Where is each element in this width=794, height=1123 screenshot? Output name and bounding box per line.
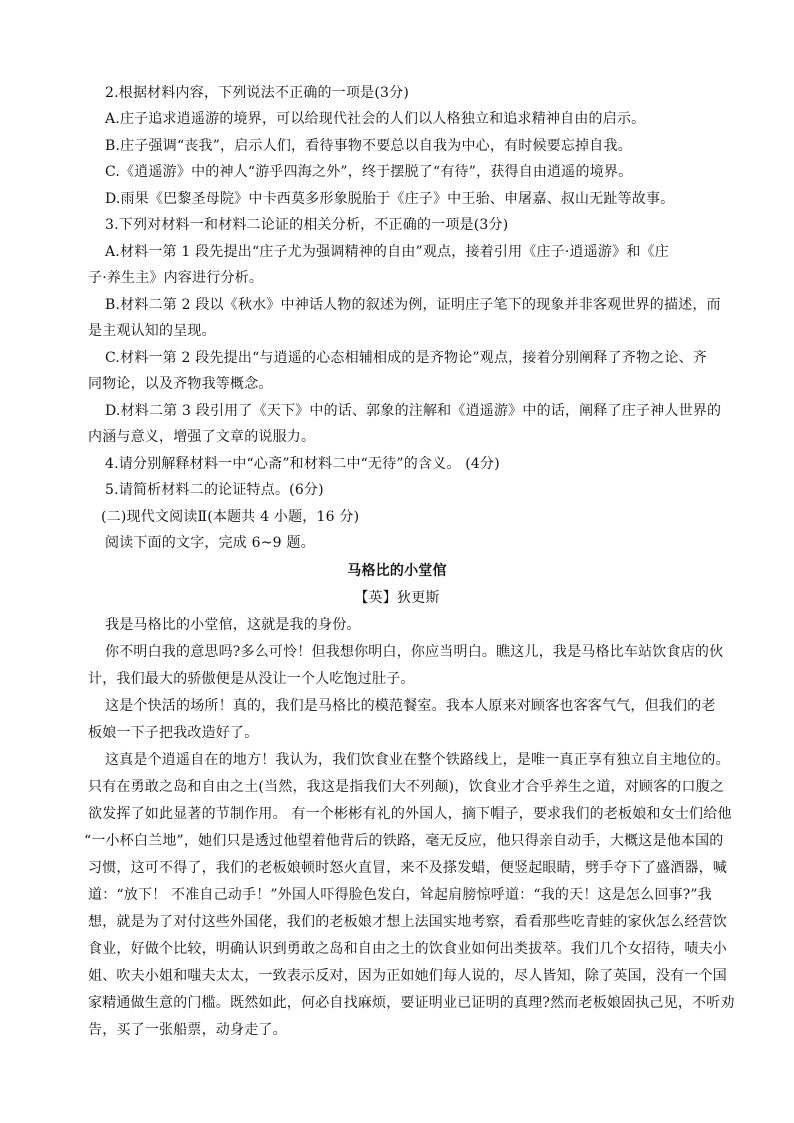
article-paragraph-4-line-9: 姐、吹夫小姐和嗤夫太太，一致表示反对，因为正如她们每人说的，尽人皆知，除了英国，没有一个国 xyxy=(88,968,727,984)
question-2-stem: 2.根据材料内容，下列说法不正确的一项是(3分) xyxy=(105,85,409,101)
question-5: 5.请简析材料二的论证特点。(6分) xyxy=(105,482,324,498)
article-paragraph-4-line-7: 想，就是为了对付这些外国佬，我们的老板娘才想上法国实地考察，看看那些吃青蛙的家伙怎么经营饮 xyxy=(88,914,727,930)
article-paragraph-4-line-4: “一小杯白兰地”，她们只是透过他望着他背后的铁路，毫无反应，他只得亲自动手，大概这是他本国的 xyxy=(84,833,724,849)
article-paragraph-1: 我是马格比的小堂倌，这就是我的身份。 xyxy=(105,617,361,633)
question-3-option-a-cont: 子·养生主》内容进行分析。 xyxy=(88,270,264,286)
article-paragraph-3: 这是个快活的场所！真的，我们是马格比的模范餐室。我本人原来对顾客也客客气气，但我们的老 xyxy=(105,698,716,714)
article-paragraph-2: 你不明白我的意思吗?多么可怜！但我想你明白，你应当明白。瞧这儿，我是马格比车站饮食店的伙 xyxy=(105,644,724,660)
question-3-option-b-cont: 是主观认知的呈现。 xyxy=(88,323,216,339)
article-paragraph-4-line-2: 只有在勇敢之岛和自由之土(当然，我这是指我们大不列颠)，饮食业才合乎养生之道，对顾客的口腹之 xyxy=(88,779,725,795)
question-3-stem: 3.下列对材料一和材料二论证的相关分析，不正确的一项是(3分) xyxy=(105,217,509,233)
question-2-option-d: D.雨果《巴黎圣母院》中卡西莫多形象脱胎于《庄子》中王骀、申屠嘉、叔山无趾等故事。 xyxy=(105,191,675,207)
article-paragraph-4-line-3: 欲发挥了如此显著的节制作用。 有一个彬彬有礼的外国人，摘下帽子，要求我们的老板娘和女士们给他 xyxy=(88,806,732,822)
article-paragraph-4-line-11: 告，买了一张船票，动身走了。 xyxy=(88,1022,287,1038)
instruction: 阅读下面的文字，完成 6~9 题。 xyxy=(105,535,315,551)
question-3-option-c-cont: 同物论，以及齐物我等概念。 xyxy=(88,376,273,392)
question-2-option-b: B.庄子强调“丧我”，启示人们，看待事物不要总以自我为中心，有时候要忘掉自我。 xyxy=(105,138,632,154)
article-paragraph-3-cont: 板娘一下子把我改造好了。 xyxy=(88,725,259,741)
question-3-option-d-cont: 内涵与意义，增强了文章的说服力。 xyxy=(88,429,316,445)
question-3-option-d: D.材料二第 3 段引用了《天下》中的话、郭象的注解和《逍遥游》中的话，阐释了庄子神人世界的 xyxy=(105,403,722,419)
question-3-option-c: C.材料一第 2 段先提出“与逍遥的心态相辅相成的是齐物论”观点，接着分别阐释了齐物之论、齐 xyxy=(105,350,707,366)
question-3-option-b: B.材料二第 2 段以《秋水》中神话人物的叙述为例，证明庄子笔下的现象并非客观世界的描述，而 xyxy=(105,297,721,313)
article-paragraph-4-line-10: 家精通做生意的门槛。既然如此，何必自找麻烦，要证明业已证明的真理?然而老板娘固执己见，不听劝 xyxy=(88,995,735,1011)
question-2-option-a: A.庄子追求逍遥游的境界，可以给现代社会的人们以人格独立和追求精神自由的启示。 xyxy=(105,111,646,127)
article-paragraph-4-line-5: 习惯，这可不得了，我们的老板娘顿时怒火直冒，来不及搽发蜡，便竖起眼睛，劈手夺下了盛酒器，喊 xyxy=(88,860,727,876)
article-paragraph-4-line-8: 食业，好做个比较，明确认识到勇敢之岛和自由之土的饮食业如何出类拔萃。我们几个女招待，啧夫小 xyxy=(88,941,727,957)
question-4: 4.请分别解释材料一中“心斋”和材料二中“无待”的含义。 (4分) xyxy=(105,456,500,472)
section-heading: (二)现代文阅读Ⅱ(本题共 4 小题，16 分) xyxy=(101,509,360,525)
article-paragraph-4-line-6: 道：“放下！ 不准自己动手！”外国人吓得脸色发白，耸起肩膀惊呼道：“我的天！这是怎么回事?”我 xyxy=(88,887,712,903)
article-title: 马格比的小堂倌 xyxy=(347,563,447,579)
question-2-option-c: C.《逍遥游》中的神人“游乎四海之外”，终于摆脱了“有待”，获得自由逍遥的境界。 xyxy=(105,164,633,180)
article-paragraph-4: 这真是个逍遥自在的地方！我认为，我们饮食业在整个铁路线上，是唯一真正享有独立自主地位的。 xyxy=(105,752,730,768)
question-3-option-a: A.材料一第 1 段先提出“庄子尤为强调精神的自由”观点，接着引用《庄子·逍遥游》和《庄 xyxy=(105,244,669,260)
article-paragraph-2-cont: 计，我们最大的骄傲便是从没让一个人吃饱过肚子。 xyxy=(88,671,415,687)
article-author: 【英】狄更斯 xyxy=(354,590,440,606)
